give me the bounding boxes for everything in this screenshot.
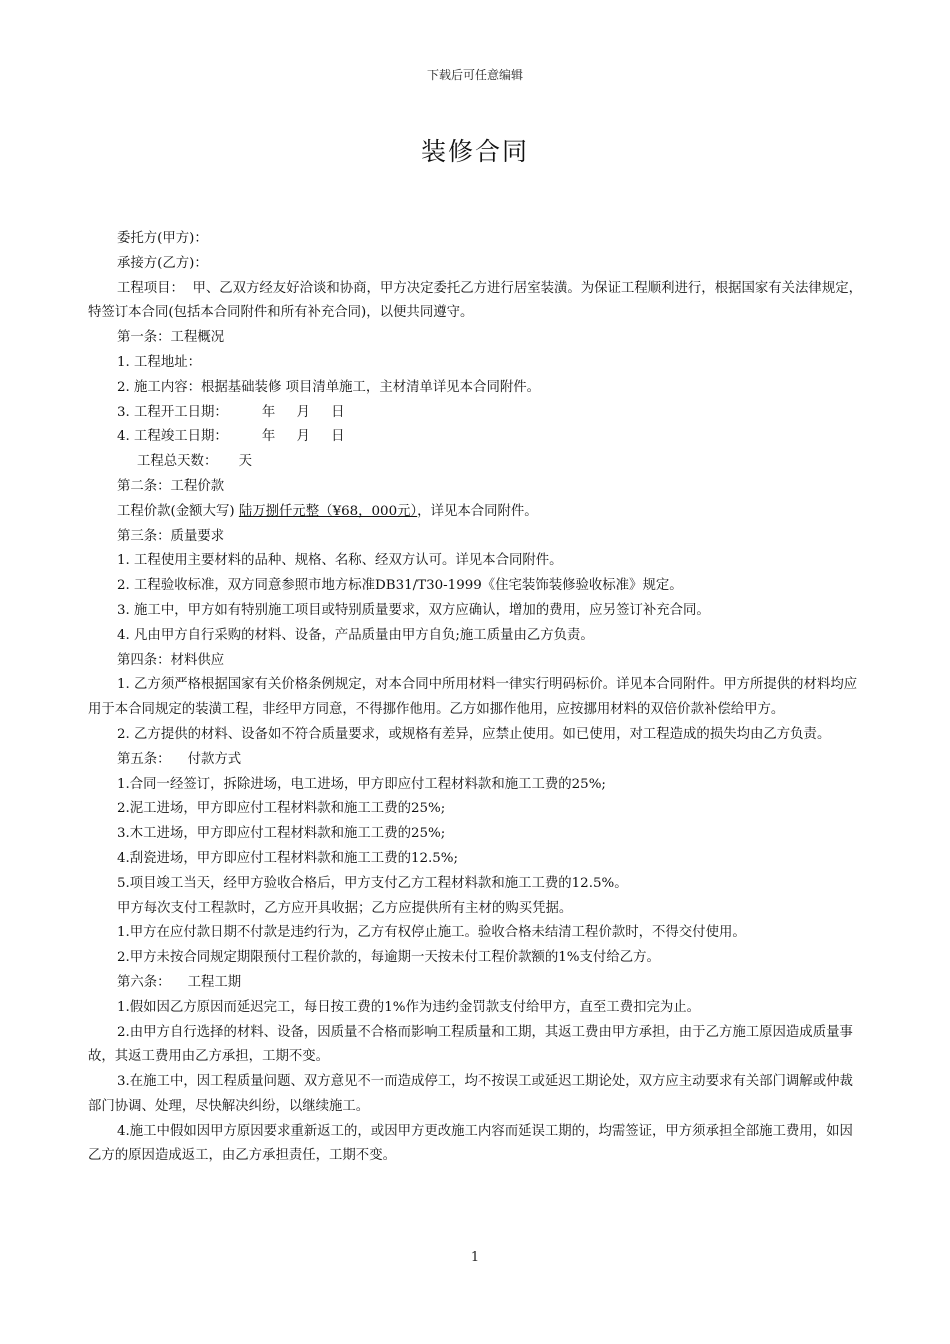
price-prefix: 工程价款(金额大写) [117, 503, 239, 519]
article-3-item-4: 4. 凡由甲方自行采购的材料、设备，产品质量由甲方自负;施工质量由乙方负责。 [117, 627, 594, 643]
payment-item-3: 3.木工进场，甲方即应付工程材料款和施工工费的25%; [117, 826, 446, 842]
article-2-heading: 第二条：工程价款 [117, 478, 225, 494]
schedule-item-3: 3.在施工中，因工程质量问题、双方意见不一而造成停工，均不按误工或延迟工期论处，双方应主动要求有关部门调解或仲裁部门协调、处理，尽快解决纠纷，以继续施工。 [88, 1074, 853, 1114]
article-1-heading: 第一条：工程概况 [117, 330, 225, 346]
schedule-item-4: 4.施工中假如因甲方原因要求重新返工的，或因甲方更改施工内容而延误工期的，均需签证，甲方须承担全部施工费用，如因乙方的原因造成返工，由乙方承担责任，工期不变。 [88, 1123, 853, 1164]
article-1-item-2: 2. 施工内容：根据基础装修 项目清单施工，主材清单详见本合同附件。 [117, 379, 541, 395]
header-note: 下载后可任意编辑 [426, 68, 523, 82]
price-clause [88, 500, 863, 525]
article-1-item-4: 4. 工程竣工日期： 年 月 日 [117, 429, 345, 445]
schedule-item-1: 1.假如因乙方原因而延迟完工，每日按工费的1%作为违约金罚款支付给甲方，直至工费扣完为止。 [117, 999, 701, 1015]
party-b-line: 承接方(乙方)： [117, 255, 208, 271]
article-5-heading: 第五条： 付款方式 [117, 751, 242, 767]
price-suffix: ，详见本合同附件。 [417, 503, 538, 519]
contract-body [88, 227, 863, 1169]
payment-receipt-note: 甲方每次支付工程款时，乙方应开具收据；乙方应提供所有主材的购买凭据。 [117, 900, 573, 916]
article-6-heading: 第六条： 工程工期 [117, 974, 242, 990]
payment-penalty-1: 1.甲方在应付款日期不付款是违约行为，乙方有权停止施工。验收合格未结清工程价款时，不得交付使用。 [117, 925, 746, 941]
payment-item-1: 1.合同一经签订，拆除进场，电工进场，甲方即应付工程材料款和施工工费的25%; [117, 776, 606, 792]
total-days-line: 工程总天数： 天 [137, 454, 253, 470]
page-number: 1 [470, 1250, 480, 1265]
article-4-heading: 第四条：材料供应 [117, 652, 225, 668]
article-1-item-3: 3. 工程开工日期： 年 月 日 [117, 404, 345, 420]
article-1-item-1: 1. 工程地址： [117, 354, 201, 370]
article-4-item-2: 2. 乙方提供的材料、设备如不符合质量要求，或规格有差异，应禁止使用。如已使用，对工程造成的损失均由乙方负责。 [117, 726, 831, 742]
article-3-item-2: 2. 工程验收标准，双方同意参照市地方标准DB31/T30-1999《住宅装饰装修验收标准》规定。 [117, 578, 683, 594]
party-a-line: 委托方(甲方)： [117, 231, 208, 246]
article-3-heading: 第三条：质量要求 [117, 528, 225, 544]
schedule-item-2: 2.由甲方自行选择的材料、设备，因质量不合格而影响工程质量和工期，其返工费由甲方承担，由于乙方施工原因造成质量事故，其返工费用由乙方承担，工期不变。 [88, 1024, 853, 1065]
article-3-item-1: 1. 工程使用主要材料的品种、规格、名称、经双方认可。详见本合同附件。 [117, 553, 563, 569]
payment-item-5: 5.项目竣工当天，经甲方验收合格后，甲方支付乙方工程材料款和施工工费的12.5%。 [117, 875, 628, 891]
project-intro: 工程项目： 甲、乙双方经友好洽谈和协商，甲方决定委托乙方进行居室装潢。为保证工程顺利进行，根据国家有关法律规定，特签订本合同(包括本合同附件和所有补充合同)，以便共同遵守。 [88, 280, 862, 321]
price-amount: 陆万捌仟元整（¥68，000元） [238, 503, 418, 519]
payment-item-4: 4.刮瓷进场，甲方即应付工程材料款和施工工费的12.5%; [117, 850, 459, 866]
document-title: 装修合同 [420, 137, 529, 166]
payment-item-2: 2.泥工进场，甲方即应付工程材料款和施工工费的25%; [117, 801, 446, 817]
payment-penalty-2: 2.甲方未按合同规定期限预付工程价款的，每逾期一天按未付工程价款额的1%支付给乙方。 [117, 950, 660, 966]
article-3-item-3: 3. 施工中，甲方如有特别施工项目或特别质量要求，双方应确认，增加的费用，应另签订补充合同。 [117, 602, 710, 618]
article-4-item-1: 1. 乙方须严格根据国家有关价格条例规定，对本合同中所用材料一律实行明码标价。详见本合同附件。甲方所提供的材料均应用于本合同规定的装潢工程，非经甲方同意，不得挪作他用。乙方如挪作他用，应按挪用材料的双倍价款补偿给甲方。 [88, 677, 858, 718]
